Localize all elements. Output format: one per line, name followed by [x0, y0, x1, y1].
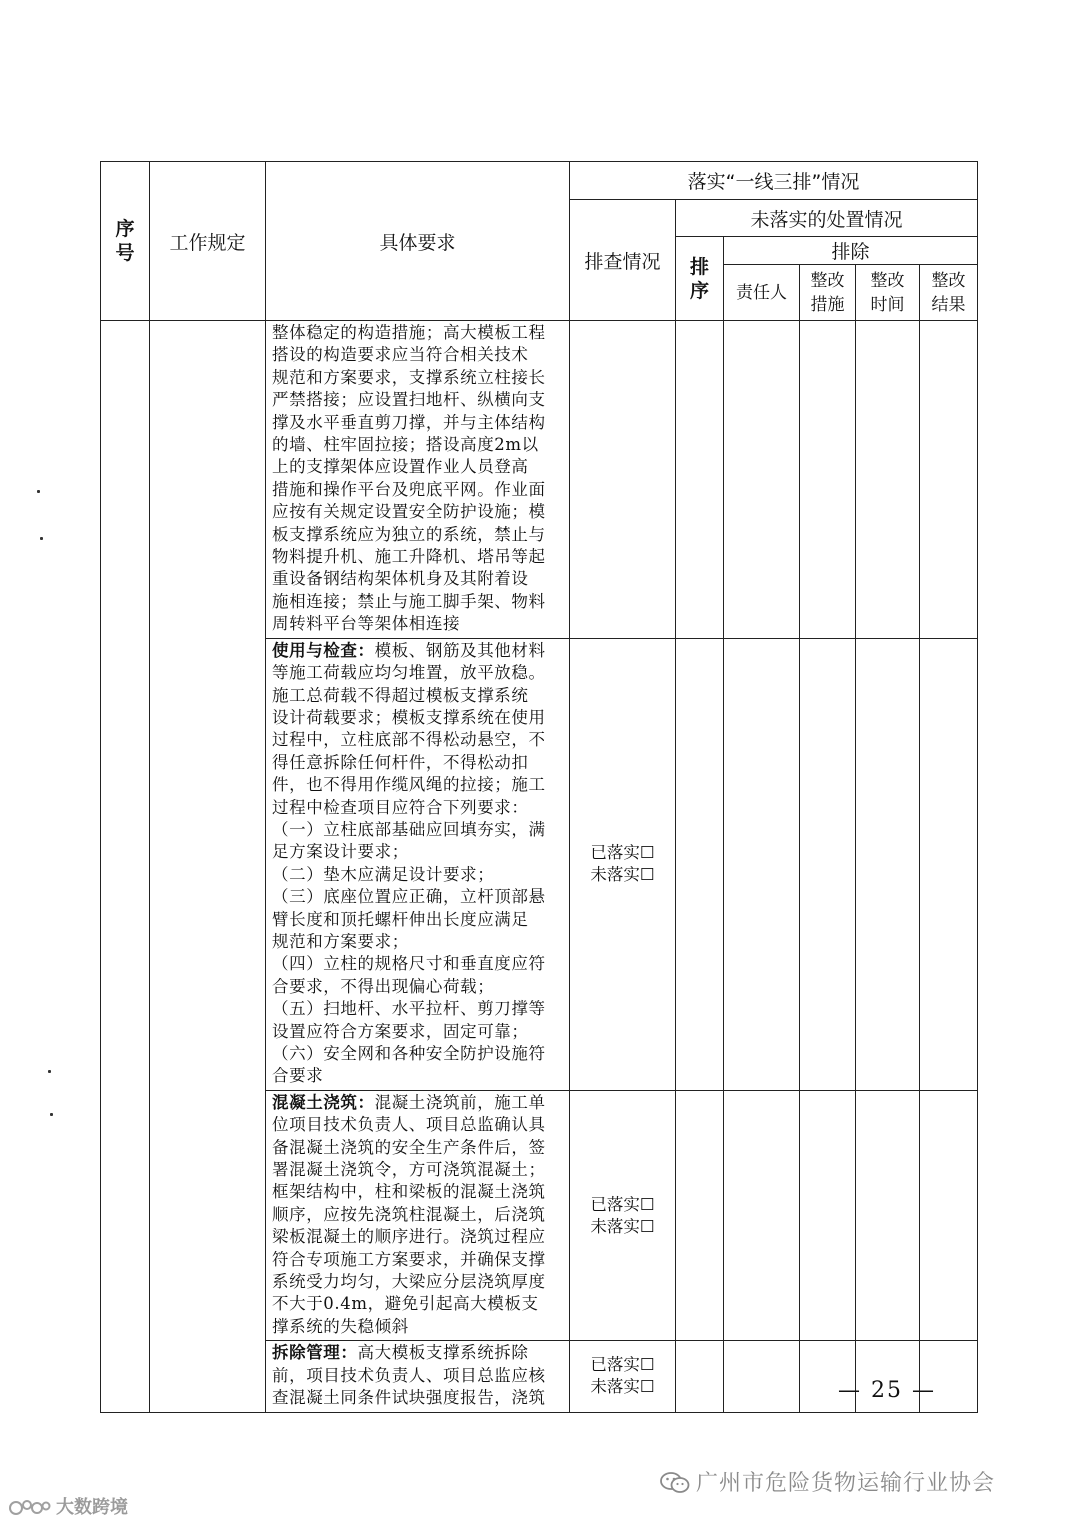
measure-cell: [800, 1090, 856, 1340]
status-unimplemented-checkbox[interactable]: 未落实☐: [590, 865, 655, 885]
header-order: 排序: [676, 237, 724, 321]
status-implemented-checkbox[interactable]: 已落实☐: [590, 843, 655, 863]
header-row-1: [101, 162, 978, 200]
status-implemented-checkbox[interactable]: 已落实☐: [590, 1355, 655, 1375]
requirement-lead: 使用与检查：: [272, 640, 375, 660]
status-unimplemented-checkbox[interactable]: 未落实☐: [590, 1377, 655, 1397]
header-time: 整改时间: [856, 265, 920, 321]
requirement-cell: 使用与检查：模板、钢筋及其他材料 等施工荷载应均匀堆置，放平放稳。 施工总荷载不得超过模板支撑系统 设计荷载要求；模板支撑系统在使用 过程中，立柱底部不得松动悬空，不 得任意拆除任何杆件，不得松动扣 件，也不得用作缆风绳的拉接；施工 过程中检查项目应符合下列要求： （一）立柱底部基础应回填夯实，满 足方案设计要求； （二）垫木应满足设计要求； （三）底座位置应正确，立杆顶部悬 臂长度和顶托螺杆伸出长度应满足 规范和方案要求； （四）立柱的规格尺寸和垂直度应符 合要求，不得出现偏心荷载； （五）扫地杆、水平拉杆、剪刀撑等 设置应符合方案要求，固定可靠； （六）安全网和各种安全防护设施符 合要求: [266, 638, 570, 1090]
watermark-wechat-text: 广州市危险货物运输行业协会: [696, 1471, 996, 1496]
requirement-cell: 拆除管理：高大模板支撑系统拆除 前，项目技术负责人、项目总监应核 查混凝土同条件试块强度报告，浇筑: [266, 1341, 570, 1412]
inspection-table: [100, 161, 978, 1413]
order-cell: [676, 321, 724, 639]
index-cell: [101, 321, 150, 1413]
header-result: 整改结果: [920, 265, 978, 321]
requirement-lead: 拆除管理：: [272, 1343, 358, 1363]
header-rule: 工作规定: [150, 162, 266, 321]
result-cell: [920, 638, 978, 1090]
result-cell: [920, 321, 978, 639]
scan-speck: [50, 1113, 53, 1116]
time-cell: [856, 1090, 920, 1340]
header-requirement: 具体要求: [266, 162, 570, 321]
order-cell: [676, 1090, 724, 1340]
requirement-lead: 混凝土浇筑：: [272, 1092, 375, 1112]
weibo-logo-icon: [8, 1497, 52, 1517]
header-check: 排查情况: [570, 200, 676, 321]
scan-speck: [48, 1070, 51, 1073]
order-cell: [676, 638, 724, 1090]
header-remove: 排除: [724, 237, 978, 265]
measure-cell: [800, 321, 856, 639]
status-implemented-checkbox[interactable]: 已落实☐: [590, 1194, 655, 1214]
header-unimplemented-group: 未落实的处置情况: [676, 200, 978, 237]
scan-speck: [40, 537, 43, 540]
wechat-icon: [660, 1472, 690, 1494]
requirement-cell: 整体稳定的构造措施；高大模板工程 搭设的构造要求应当符合相关技术 规范和方案要求，支撑系统立柱接长 严禁搭接；应设置扫地杆、纵横向支 撑及水平垂直剪刀撑，并与主体结构 的墙、柱牢固拉接；搭设高度2m以 上的支撑架体应设置作业人员登高 措施和操作平台及兜底平网。作业面 应按有关规定设置安全防护设施；模 板支撑系统应为独立的系统，禁止与 物料提升机、施工升降机、塔吊等起 重设备钢结构架体机身及其附着设 施相连接；禁止与施工脚手架、物料 周转料平台等架体相连接: [266, 321, 570, 639]
watermark-logo-text: 大数跨境: [56, 1497, 128, 1518]
header-measure: 整改措施: [800, 265, 856, 321]
person-cell: [724, 1090, 800, 1340]
header-person: 责任人: [724, 265, 800, 321]
check-status-cell: [570, 1341, 676, 1412]
watermark-logo: [8, 1493, 128, 1519]
header-implementation-group: 落实“一线三排”情况: [570, 162, 978, 200]
requirement-cell: 混凝土浇筑：混凝土浇筑前，施工单 位项目技术负责人、项目总监确认具 备混凝土浇筑的安全生产条件后，签 署混凝土浇筑令，方可浇筑混凝土； 框架结构中，柱和梁板的混凝土浇筑 顺序，应按先浇筑柱混凝土，后浇筑 梁板混凝土的顺序进行。浇筑过程应 符合专项施工方案要求，并确保支撑 系统受力均匀，大梁应分层浇筑厚度 不大于0.4m，避免引起高大模板支 撑系统的失稳倾斜: [266, 1090, 570, 1340]
rule-cell: [150, 321, 266, 1413]
page-number: — 25 —: [838, 1378, 936, 1403]
time-cell: [856, 638, 920, 1090]
result-cell: [920, 1090, 978, 1340]
time-cell: [856, 321, 920, 639]
check-status-cell: [570, 321, 676, 639]
watermark-wechat: [660, 1466, 995, 1497]
table-row: [101, 321, 978, 639]
header-index: 序号: [101, 162, 150, 321]
person-cell: [724, 638, 800, 1090]
person-cell: [724, 321, 800, 639]
scan-speck: [37, 490, 40, 493]
check-status-cell: [570, 1090, 676, 1340]
person-cell: [724, 1341, 800, 1412]
check-status-cell: [570, 638, 676, 1090]
measure-cell: [800, 638, 856, 1090]
status-unimplemented-checkbox[interactable]: 未落实☐: [590, 1216, 655, 1236]
order-cell: [676, 1341, 724, 1412]
